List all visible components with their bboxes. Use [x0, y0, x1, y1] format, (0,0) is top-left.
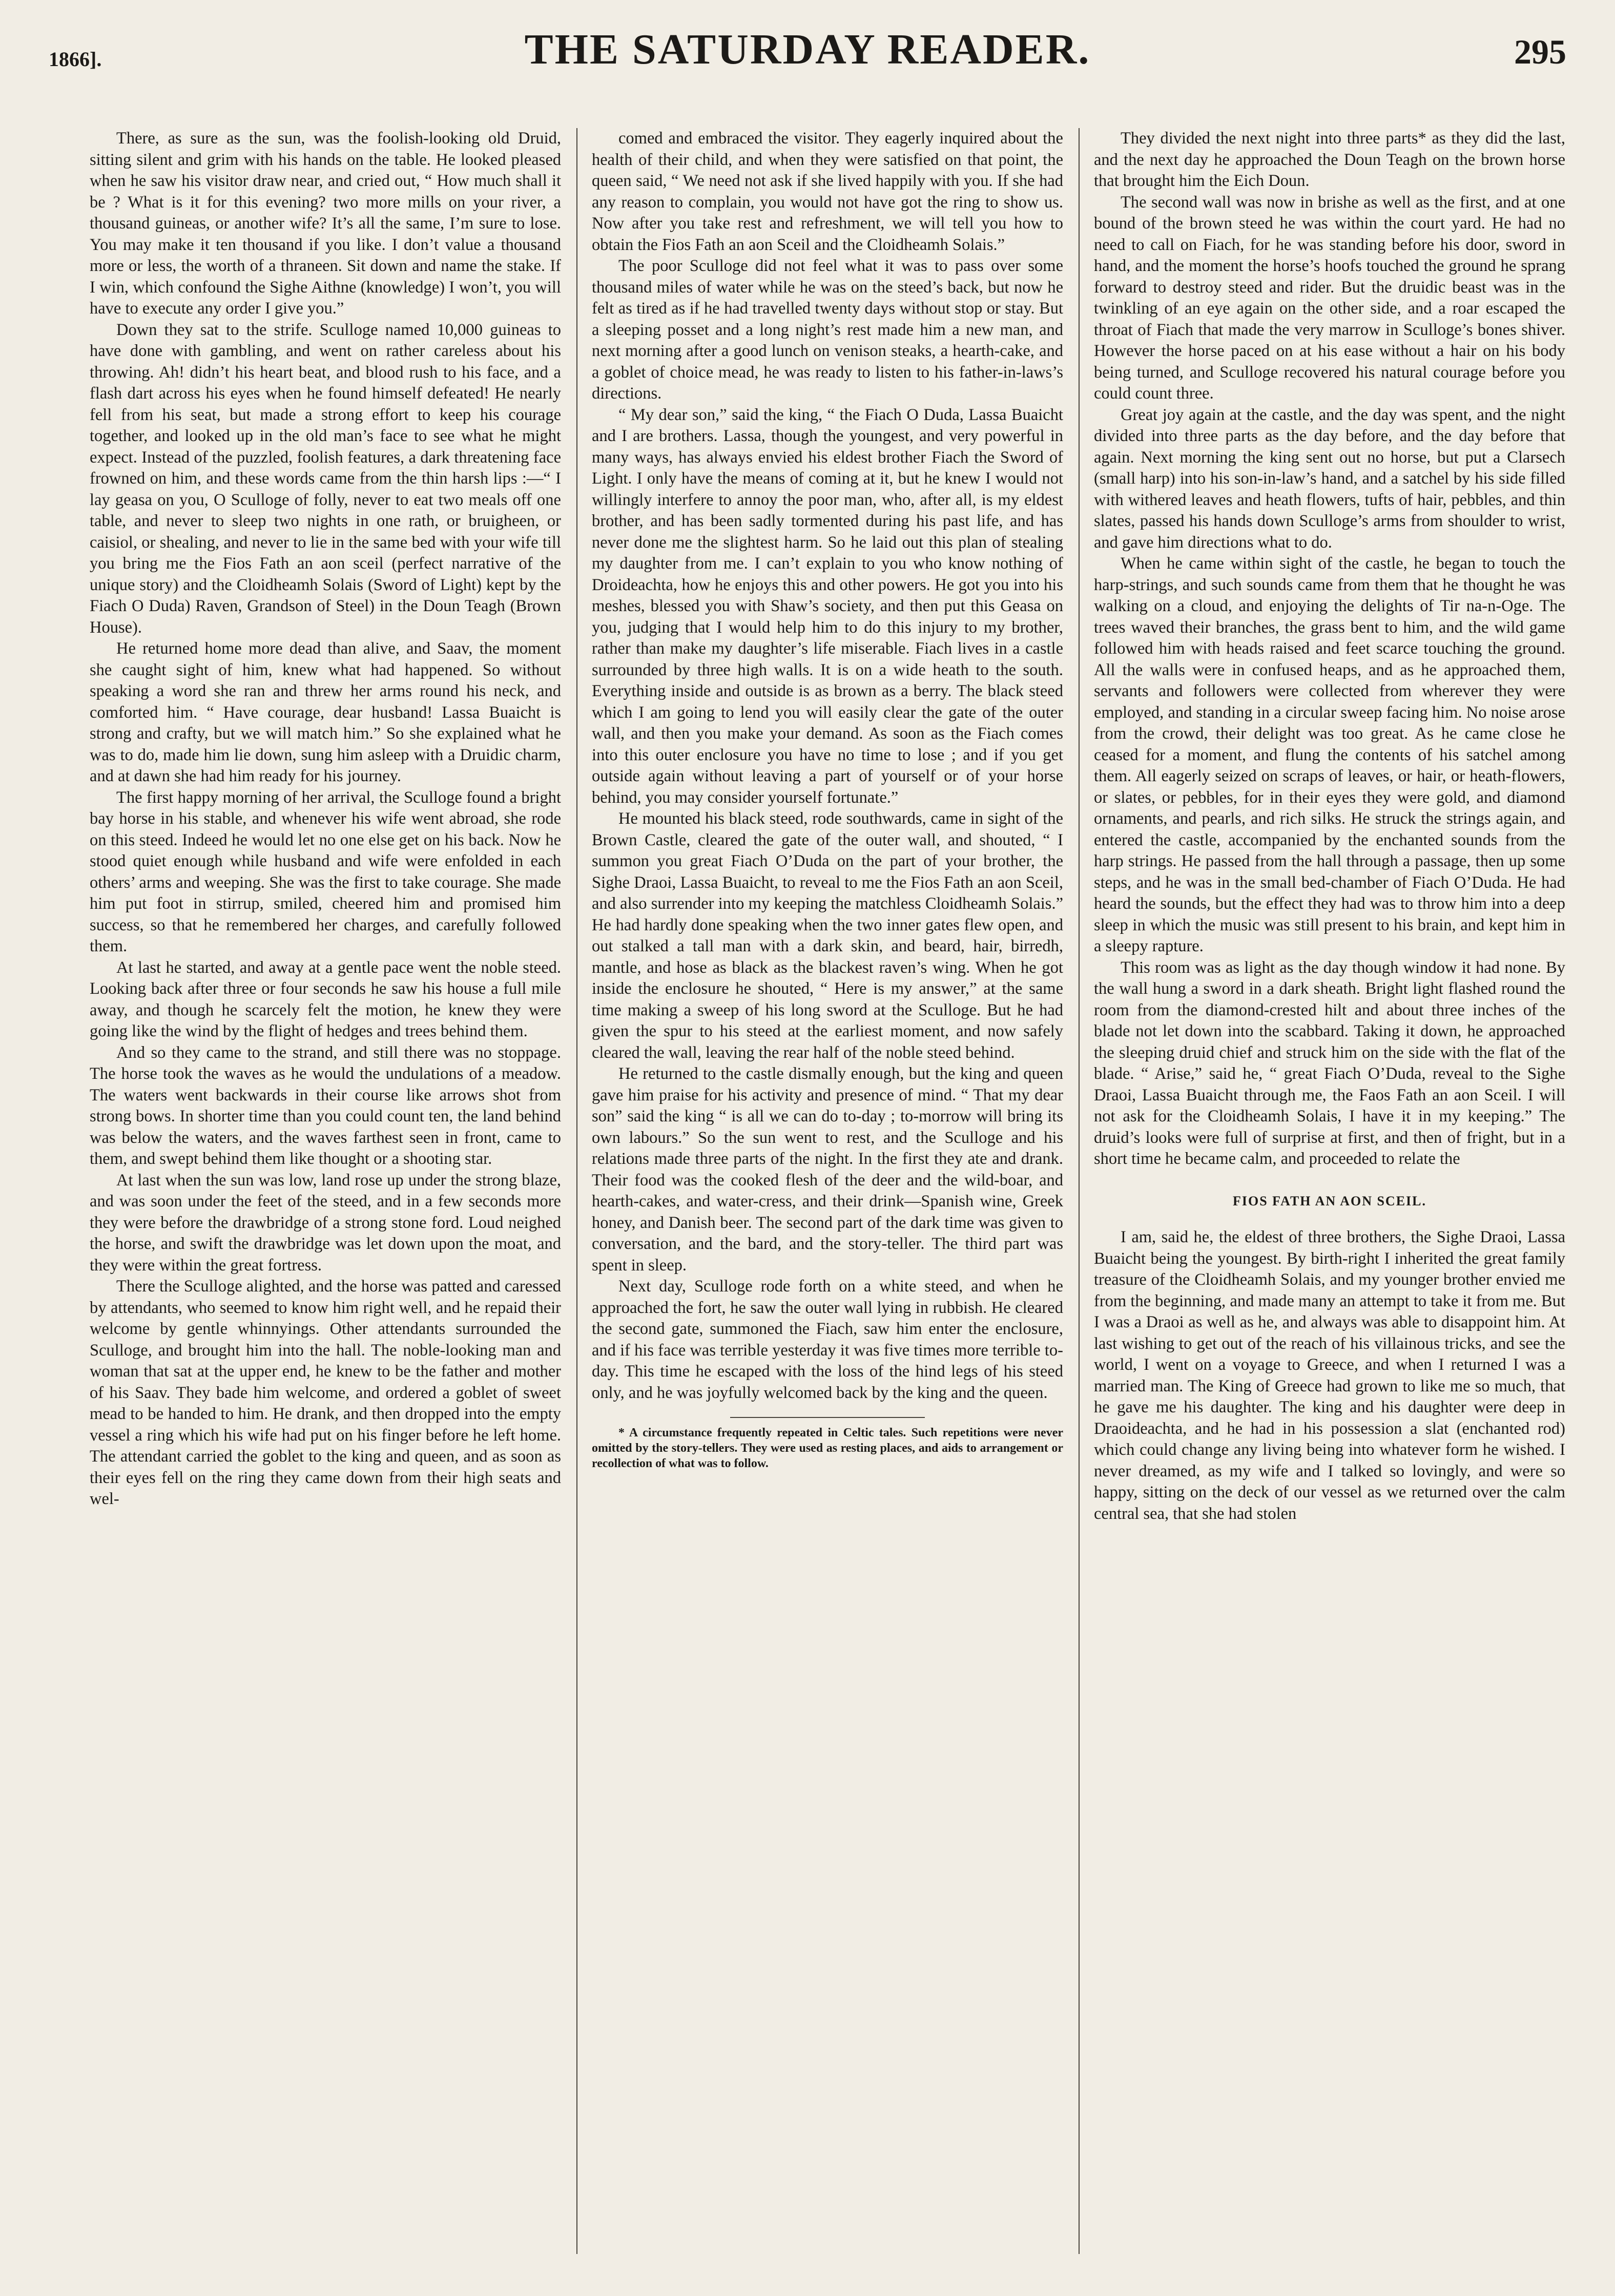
section-heading: FIOS FATH AN AON SCEIL.: [1232, 1193, 1427, 1208]
paragraph: At last he started, and away at a gentle pace went the noble steed. Looking back after three or four seconds he saw his house a full mile away, and though he scarcely felt the motion, he knew they were going like the wind by the flight of hedges and trees behind them.: [90, 958, 561, 1040]
paragraph: When he came within sight of the castle, he began to touch the harp-strings, and such sounds came from them that he thought he was walking on a cloud, and enjoying the delights of Tir na-n-Oge. The trees waved their branches, the grass bent to him, and the wild game followed him with heads raised and feet scarce touching the ground. All the walls were in confused heaps, and as he approached them, servants and followers were collected from wherever they were employed, and standing in a circular sweep facing him. No noise arose from the crowd, their delight was too great. As he came close he ceased for a moment, and flung the contents of his satchel among them. All eagerly seized on scraps of leaves, or hair, or heath-flowers, or slates, or pebbles, for in their eyes they were gold, and diamond ornaments, and pearls, and rich silks. He struck the strings again, and entered the castle, accompanied by the enchanted sounds from the harp strings. He passed from the hall through a passage, then up some steps, and he was in the small bed-chamber of Fiach O’Duda. He had heard the sounds, but the effect they had was to throw him into a deep sleep in which the music was still present to his brain, and kept him in a sleepy rapture.: [1094, 554, 1565, 955]
paragraph: comed and embraced the visitor. They eagerly inquired about the health of their child, and when they were satisfied on that point, the queen said, “ We need not ask if she lived happily with you. If she had any reason to complain, you would not have got the ring to show us. Now after you take rest and refreshment, we will tell you how to obtain the Fios Fath an aon Sceil and the Cloidheamh Solais.”: [592, 129, 1063, 254]
page-header: [49, 20, 1566, 97]
paragraph: There, as sure as the sun, was the foolish-looking old Druid, sitting silent and grim with his hands on the table. He looked pleased when he saw his visitor draw near, and cried out, “ How much shall it be ? What is it for this evening? two more mills on your river, a thousand guineas, or another wife? It’s all the same, I’m sure to lose. You may make it ten thousand if you like. I don’t value a thousand more or less, the worth of a thraneen. Sit down and name the stake. If I win, which confound the Sighe Aithne (knowledge) I won’t, you will have to execute any order I give you.”: [90, 129, 561, 318]
paragraph: Next day, Sculloge rode forth on a white steed, and when he approached the fort, he saw the outer wall lying in rubbish. He cleared the second gate, summoned the Fiach, saw him enter the enclosure, and if his face was terrible yesterday it was five times more terrible to-day. This time he escaped with the loss of the hind legs of his steed only, and he was joyfully welcomed back by the king and the queen.: [592, 1277, 1063, 1402]
masthead-title: THE SATURDAY READER.: [524, 26, 1091, 73]
paragraph: And so they came to the strand, and still there was no stoppage. The horse took the waves as he would the undulations of a meadow. The waters went backwards in their course like arrows shot from strong bows. In shorter time than you could count ten, the land behind was below the waters, and the waves farthest seen in front, came to them, and swept behind them like thought or a shooting star.: [90, 1043, 561, 1168]
paragraph: The poor Sculloge did not feel what it was to pass over some thousand miles of water while he was on the steed’s back, but now he felt as tired as if he had travelled twenty days without stop or stay. But a sleeping posset and a long night’s rest made him a new man, and next morning after a good lunch on venison steaks, a hearth-cake, and a goblet of choice mead, he was ready to listen to his father-in-laws’s directions.: [592, 257, 1063, 403]
footnote-rule: [730, 1417, 925, 1418]
page-number: 295: [1514, 32, 1566, 71]
paragraph: He returned home more dead than alive, and Saav, the moment she caught sight of him, knew what had happened. So without speaking a word she ran and threw her arms round his neck, and comforted him. “ Have courage, dear husband! Lassa Buaicht is strong and crafty, but we will match him.” So she explained what he was to do, made him lie down, sung him asleep with a Druidic charm, and at dawn she had him ready for his journey.: [90, 639, 561, 785]
article-body: [90, 128, 1565, 2259]
column-2: [592, 128, 1063, 2259]
paragraph: Down they sat to the strife. Sculloge named 10,000 guineas to have done with gambling, and went on rather careless about his throwing. Ah! didn’t his heart beat, and blood rush to his face, and a flash dart across his eyes when he found himself defeated! He nearly fell from his seat, but made a strong effort to keep his courage together, and looked up in the old man’s face to see what he might expect. Instead of the puzzled, foolish features, a dark threatening face frowned on him, and these words came from the thin harsh lips :—“ I lay geasa on you, O Sculloge of folly, never to eat two meals off one table, and never to sleep two nights in one rath, or bruigheen, or caisiol, or shealing, and never to lie in the same bed with your wife till you bring me the Fios Fath an aon sceil (perfect narrative of the unique story) and the Cloidheamh Solais (Sword of Light) kept by the Fiach O Duda) Raven, Grandson of Steel) in the Doun Teagh (Brown House).: [90, 320, 561, 637]
column-1: [90, 128, 561, 2259]
paragraph: He mounted his black steed, rode southwards, came in sight of the Brown Castle, cleared the gate of the outer wall, and shouted, “ I summon you great Fiach O’Duda on the part of your brother, the Sighe Draoi, Lassa Buaicht, to reveal to me the Fios Fath an aon Sceil, and also surrender into my keeping the matchless Cloidheamh Solais.” He had hardly done speaking when the two inner gates flew open, and out stalked a tall man with a dark skin, and beard, hair, birredh, mantle, and hose as black as the blackest raven’s wing. When he got inside the enclosure he shouted, “ Here is my answer,” at the same time making a sweep of his long sword at the Sculloge. But he had given the spur to his steed at the earliest moment, and now safely cleared the wall, leaving the rear half of the noble steed behind.: [592, 809, 1063, 1062]
paragraph: “ My dear son,” said the king, “ the Fiach O Duda, Lassa Buaicht and I are brothers. Lassa, though the youngest, and very powerful in many ways, has always envied his eldest brother Fiach the Sword of Light. I only have the means of coming at it, but he knew I would not willingly interfere to annoy the poor man, who, after all, is my eldest brother, and has been sadly tormented during his past life, and has never done me the slightest harm. So he laid out this plan of stealing my daughter from me. I can’t explain to you who know nothing of Droideachta, how he enjoys this and other powers. He got you into his meshes, blessed you with Shaw’s society, and then put this Geasa on you, judging that I would help him to do this injury to my brother, rather than make my daughter’s life miserable. Fiach lives in a castle surrounded by three high walls. It is on a wide heath to the south. Everything inside and outside is as brown as a berry. The black steed which I am going to lend you will easily clear the gate of the outer wall, and then you make your demand. As soon as the Fiach comes into this outer enclosure you have no time to lose ; and if you get outside again without leaving a part of yourself or of your horse behind, you may consider yourself fortunate.”: [592, 405, 1063, 807]
paragraph: At last when the sun was low, land rose up under the strong blaze, and was soon under the feet of the steed, and in a few seconds more they were before the drawbridge of a strong stone ford. Loud neighed the horse, and swift the drawbridge was let down upon the moat, and they were within the great fortress.: [90, 1171, 561, 1275]
issue-date: 1866].: [49, 48, 102, 71]
paragraph: The second wall was now in brishe as well as the first, and at one bound of the brown steed he was within the court yard. He had no need to call on Fiach, for he was standing before his door, sword in hand, and the moment the horse’s hoofs touched the ground he sprang forward to destroy steed and rider. But the druidic beast was in the twinkling of an eye again on the other side, and a roar escaped the throat of Fiach that made the very marrow in Sculloge’s bones shiver. However the horse paced on at his ease without a hair on his body being turned, and Sculloge recovered his natural courage before you could count three.: [1094, 193, 1565, 403]
paragraph: Great joy again at the castle, and the day was spent, and the night divided into three parts as the day before, and the day before that again. Next morning the king sent out no horse, but put a Clarsech (small harp) into his son-in-law’s hand, and a satchel by his side filled with withered leaves and heath flowers, tufts of hair, pebbles, and thin slates, passed his hands down Sculloge’s arms from shoulder to wrist, and gave him directions what to do.: [1094, 405, 1565, 552]
footnote: * A circumstance frequently repeated in Celtic tales. Such repetitions were never omitted by the story-tellers. They were used as resting places, and aids to arrangement or recollection of what was to follow.: [592, 1426, 1063, 1470]
paragraph: This room was as light as the day though window it had none. By the wall hung a sword in a dark sheath. Bright light flashed round the room from the diamond-crested hilt and about three inches of the blade not let down into the scabbard. Taking it down, he approached the sleeping druid chief and struck him on the side with the flat of the blade. “ Arise,” said he, “ great Fiach O’Duda, reveal to the Sighe Draoi, Lassa Buaicht through me, the Faos Fath an aon Sceil. I will not ask for the Cloidheamh Solais, I have it in my keeping.” The druid’s looks were full of surprise at first, and then of fright, but in a short time he became calm, and proceeded to relate the: [1094, 958, 1565, 1168]
column-3: [1094, 128, 1565, 2259]
paragraph: There the Sculloge alighted, and the horse was patted and caressed by attendants, who seemed to know him right well, and he repaid their welcome by gentle whinnyings. Other attendants surrounded the Sculloge, and brought him into the hall. The noble-looking man and woman that sat at the upper end, he knew to be the father and mother of his Saav. They bade him welcome, and ordered a goblet of sweet mead to be handed to him. He drank, and then dropped into the empty vessel a ring which his wife had put on his finger before he left home. The attendant carried the goblet to the king and queen, and as soon as their eyes fell on the ring they came down from their high seats and wel-: [90, 1277, 561, 1508]
paragraph: I am, said he, the eldest of three brothers, the Sighe Draoi, Lassa Buaicht being the youngest. By birth-right I inherited the great family treasure of the Cloidheamh Solais, and my younger brother envied me from the beginning, and made many an attempt to take it from me. But I was a Draoi as well as he, and always was able to disappoint him. At last wishing to get out of the reach of his villainous tricks, and see the world, I went on a voyage to Greece, and when I returned I was a married man. The King of Greece had grown to like me so much, that he gave me his daughter. The king and his daughter were deep in Draoideachta, and he had in his possession a slat (enchanted rod) which could change any living being into whatever form he wished. I never dreamed, as my wife and I talked so lovingly, and were so happy, sitting on the deck of our vessel as we returned over the calm central sea, that she had stolen: [1094, 1228, 1565, 1523]
paragraph: The first happy morning of her arrival, the Sculloge found a bright bay horse in his stable, and whenever his wife went abroad, she rode on this steed. Indeed he would let no one else get on his back. Now he stood quiet enough while husband and wife were enfolded in each others’ arms and weeping. She was the first to take courage. She made him put foot in stirrup, smiled, cheered him and promised him success, so that he remembered her charges, and carefully followed them.: [90, 788, 561, 955]
paragraph: He returned to the castle dismally enough, but the king and queen gave him praise for his activity and presence of mind. “ That my dear son” said the king “ is all we can do to-day ; to-morrow will bring its own labours.” So the sun went to rest, and the Sculloge and his relations made three parts of the night. In the first they ate and drank. Their food was the cooked flesh of the deer and the wild-boar, and hearth-cakes, and water-cress, and their drink—Spanish wine, Greek honey, and Danish beer. The second part of the dark time was given to conversation, and the bard, and the story-teller. The third part was spent in sleep.: [592, 1064, 1063, 1275]
paragraph: They divided the next night into three parts* as they did the last, and the next day he approached the Doun Teagh on the brown horse that brought him the Eich Doun.: [1094, 129, 1565, 190]
